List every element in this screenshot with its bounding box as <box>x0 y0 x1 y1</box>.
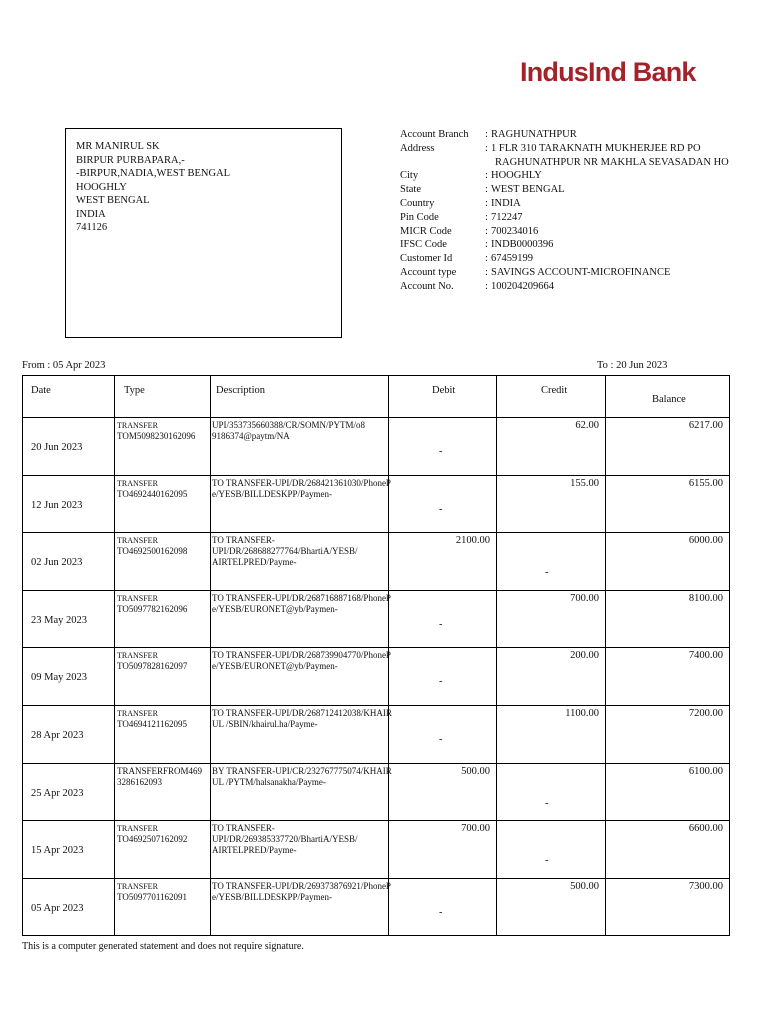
account-detail-row <box>400 266 729 280</box>
txn-date: 02 Jun 2023 <box>31 557 83 569</box>
txn-type <box>117 823 187 845</box>
account-detail-value <box>491 169 542 183</box>
customer-address-line: INDIA <box>76 208 106 220</box>
debit-cell <box>389 591 496 647</box>
txn-type-line: TRANSFER <box>117 421 158 430</box>
txn-debit: - <box>439 906 443 918</box>
customer-address-box <box>65 128 342 338</box>
date-cell <box>23 591 114 647</box>
credit-cell <box>497 533 605 589</box>
txn-type-line: TO5097782162096 <box>117 603 188 614</box>
txn-type-line: TO4692500162098 <box>117 546 188 557</box>
header-debit: Debit <box>432 385 456 396</box>
date-cell <box>23 706 114 762</box>
txn-type-line: TRANSFER <box>117 536 158 546</box>
account-detail-value <box>491 211 523 225</box>
txn-description <box>212 420 365 442</box>
txn-credit: - <box>545 797 549 809</box>
separator: : <box>485 142 488 154</box>
balance-cell <box>606 476 729 532</box>
balance-cell <box>606 879 729 935</box>
header-type: Type <box>124 385 145 396</box>
txn-balance: 8100.00 <box>688 592 723 604</box>
txn-type-line: TO4692507162092 <box>117 834 188 845</box>
account-detail-row <box>400 183 729 197</box>
credit-cell <box>497 764 605 820</box>
date-cell <box>23 648 114 704</box>
table-row <box>23 648 730 706</box>
type-cell <box>115 879 210 935</box>
txn-description <box>212 881 391 903</box>
txn-type <box>117 593 187 615</box>
txn-date: 09 May 2023 <box>31 672 87 684</box>
description-cell <box>211 533 388 589</box>
type-cell <box>115 533 210 589</box>
debit-cell <box>389 706 496 762</box>
txn-description <box>212 535 358 568</box>
table-row <box>23 590 730 648</box>
debit-cell <box>389 476 496 532</box>
credit-cell <box>497 648 605 704</box>
customer-address-line: 741126 <box>76 222 108 233</box>
txn-type-line: TRANSFER <box>117 651 158 661</box>
separator: : <box>485 211 488 223</box>
txn-type-line: TOM5098230162096 <box>117 431 196 441</box>
table-row <box>23 821 730 879</box>
txn-description <box>212 708 392 730</box>
table-header-row <box>23 376 730 418</box>
separator: : <box>485 280 488 292</box>
account-detail-value-line: 700234016 <box>491 225 539 237</box>
txn-credit: 62.00 <box>575 420 599 431</box>
account-detail-row <box>400 197 729 211</box>
txn-debit: - <box>439 446 443 457</box>
txn-balance: 6600.00 <box>688 823 723 835</box>
account-detail-label: Account No. <box>400 280 454 292</box>
txn-credit: 700.00 <box>570 592 599 604</box>
debit-cell <box>389 418 496 474</box>
table-row <box>23 705 730 763</box>
footer-note: This is a computer generated statement and does not require signature. <box>22 941 304 952</box>
account-detail-value <box>491 280 554 294</box>
txn-description-line: TO TRANSFER-UPI/DR/268712412038/KHAIR <box>212 707 392 718</box>
table-row <box>23 533 730 591</box>
txn-description-line: AIRTELPRED/Payme- <box>212 557 297 568</box>
account-detail-value-line: WEST BENGAL <box>491 184 565 196</box>
txn-type <box>117 650 187 672</box>
date-cell <box>23 764 114 820</box>
type-cell <box>115 591 210 647</box>
txn-description-line: e/YESB/BILLDESKPP/Paymen- <box>212 891 333 902</box>
customer-address-line: WEST BENGAL <box>76 195 150 206</box>
txn-date: 12 Jun 2023 <box>31 499 83 511</box>
type-cell <box>115 706 210 762</box>
txn-description <box>212 766 392 788</box>
type-cell <box>115 418 210 474</box>
txn-type-line: TRANSFER <box>117 881 158 891</box>
txn-description-line: 9186374@paytm/NA <box>212 431 290 441</box>
date-cell <box>23 533 114 589</box>
txn-description-line: e/YESB/EURONET@yb/Paymen- <box>212 603 338 614</box>
txn-type-line: TRANSFER <box>117 824 158 834</box>
account-detail-value <box>491 183 565 197</box>
separator: : <box>485 225 488 237</box>
txn-credit: 500.00 <box>570 880 599 892</box>
period-to: To : 20 Jun 2023 <box>597 360 668 371</box>
account-detail-row <box>400 169 729 183</box>
separator: : <box>485 184 488 196</box>
account-detail-value <box>491 252 533 266</box>
type-cell <box>115 476 210 532</box>
account-detail-label: City <box>400 170 419 182</box>
txn-debit: - <box>439 618 443 630</box>
account-detail-row <box>400 225 729 239</box>
account-detail-value <box>491 266 670 280</box>
txn-debit: 2100.00 <box>455 535 490 547</box>
txn-debit: 700.00 <box>461 823 490 835</box>
account-detail-row <box>400 142 729 170</box>
txn-type-line: TO4694121162095 <box>117 718 188 729</box>
account-detail-label: Address <box>400 142 435 154</box>
account-detail-label: MICR Code <box>400 225 452 237</box>
txn-description <box>212 650 391 672</box>
account-detail-row <box>400 252 729 266</box>
txn-type-line: TRANSFER <box>117 478 158 488</box>
header-balance: Balance <box>652 394 686 405</box>
txn-date: 28 Apr 2023 <box>31 729 84 741</box>
txn-description <box>212 593 391 615</box>
account-detail-row <box>400 280 729 294</box>
account-details <box>400 128 729 294</box>
txn-date: 15 Apr 2023 <box>31 845 84 857</box>
account-detail-value <box>491 225 538 239</box>
debit-cell <box>389 533 496 589</box>
account-detail-row <box>400 211 729 225</box>
account-detail-value <box>491 128 577 142</box>
account-detail-row <box>400 238 729 252</box>
account-detail-value <box>491 238 553 252</box>
txn-balance: 6000.00 <box>688 535 723 547</box>
debit-cell <box>389 879 496 935</box>
debit-cell <box>389 821 496 877</box>
txn-type <box>117 420 195 442</box>
txn-type-line: TRANSFERFROM469 <box>117 765 203 776</box>
account-detail-value-line: 67459199 <box>491 253 533 265</box>
separator: : <box>485 129 488 140</box>
txn-description-line: UPI/DR/269385337720/BhartiA/YESB/ <box>212 834 358 845</box>
txn-type <box>117 708 187 730</box>
txn-credit: 200.00 <box>570 650 599 662</box>
txn-type-line: TRANSFER <box>117 708 158 718</box>
account-detail-label: Account Branch <box>400 129 469 140</box>
description-cell <box>211 706 392 762</box>
customer-address-line: MR MANIRUL SK <box>76 141 160 152</box>
txn-balance: 7200.00 <box>688 707 723 719</box>
account-detail-label: Country <box>400 197 435 209</box>
date-cell <box>23 418 114 474</box>
txn-debit: - <box>439 503 443 515</box>
header-credit: Credit <box>541 385 568 396</box>
txn-date: 25 Apr 2023 <box>31 787 84 799</box>
account-detail-value-line: RAGHUNATHPUR NR MAKHLA SEVASADAN HO <box>495 156 729 168</box>
txn-description-line: TO TRANSFER-UPI/DR/269373876921/PhoneP <box>212 880 391 891</box>
table-row <box>23 763 730 821</box>
txn-credit: - <box>545 855 549 867</box>
description-cell <box>211 821 388 877</box>
date-cell <box>23 476 114 532</box>
account-detail-value-line: 100204209664 <box>491 280 554 292</box>
txn-description-line: BY TRANSFER-UPI/CR/232767775074/KHAIR <box>212 765 392 776</box>
txn-description-line: UL /SBIN/khairul.ha/Payme- <box>212 718 318 729</box>
txn-balance: 6155.00 <box>688 477 723 489</box>
txn-debit: - <box>439 676 443 688</box>
header-date: Date <box>31 385 51 396</box>
balance-cell <box>606 533 729 589</box>
header-description: Description <box>216 385 265 396</box>
credit-cell <box>497 418 605 474</box>
txn-description-line: TO TRANSFER-UPI/DR/268716887168/PhoneP <box>212 592 391 603</box>
txn-debit: 500.00 <box>461 765 490 777</box>
table-row <box>23 878 730 936</box>
balance-cell <box>606 591 729 647</box>
balance-cell <box>606 418 729 474</box>
account-detail-row <box>400 128 729 142</box>
account-detail-value <box>491 197 521 211</box>
debit-cell <box>389 648 496 704</box>
txn-description-line: TO TRANSFER-UPI/DR/268739904770/PhoneP <box>212 650 391 661</box>
period-from: From : 05 Apr 2023 <box>22 360 106 371</box>
debit-cell <box>389 764 496 820</box>
account-detail-value <box>491 142 729 170</box>
txn-credit: 1100.00 <box>565 707 599 719</box>
txn-description-line: UL /PYTM/halsanakha/Payme- <box>212 776 326 787</box>
txn-description-line: e/YESB/EURONET@yb/Paymen- <box>212 661 338 672</box>
account-detail-value-line: SAVINGS ACCOUNT-MICROFINANCE <box>491 266 671 278</box>
account-detail-value-line: RAGHUNATHPUR <box>491 129 577 140</box>
txn-description-line: AIRTELPRED/Payme- <box>212 845 297 856</box>
separator: : <box>485 266 488 278</box>
txn-credit: - <box>545 567 549 579</box>
txn-date: 23 May 2023 <box>31 614 87 626</box>
account-detail-value-line: INDB0000396 <box>491 239 554 251</box>
credit-cell <box>497 591 605 647</box>
txn-balance: 6100.00 <box>688 765 723 777</box>
balance-cell <box>606 648 729 704</box>
description-cell <box>211 648 391 704</box>
account-detail-label: State <box>400 184 421 196</box>
txn-description-line: TO TRANSFER- <box>212 535 275 546</box>
txn-type-line: TO5097701162091 <box>117 891 188 902</box>
description-cell <box>211 591 391 647</box>
txn-credit: 155.00 <box>570 477 599 489</box>
bank-logo: IndusInd Bank <box>520 57 696 87</box>
account-detail-label: Account type <box>400 266 457 278</box>
customer-address-line: -BIRPUR,NADIA,WEST BENGAL <box>76 168 231 179</box>
txn-type <box>117 535 187 557</box>
transactions-table <box>22 375 730 936</box>
balance-cell <box>606 821 729 877</box>
txn-type-line: TRANSFER <box>117 593 158 603</box>
account-detail-value-line: 712247 <box>491 211 523 223</box>
date-cell <box>23 821 114 877</box>
credit-cell <box>497 879 605 935</box>
txn-description-line: UPI/DR/268688277764/BhartiA/YESB/ <box>212 546 358 557</box>
balance-cell <box>606 764 729 820</box>
separator: : <box>485 253 488 265</box>
type-cell <box>115 648 210 704</box>
description-cell <box>211 879 391 935</box>
table-row <box>23 475 730 533</box>
txn-description-line: TO TRANSFER-UPI/DR/268421361030/PhoneP <box>212 477 391 488</box>
txn-description-line: e/YESB/BILLDESKPP/Paymen- <box>212 488 333 499</box>
txn-date: 20 Jun 2023 <box>31 442 83 453</box>
account-detail-label: IFSC Code <box>400 239 447 251</box>
txn-type <box>117 766 202 788</box>
description-cell <box>211 764 392 820</box>
txn-balance: 7400.00 <box>688 650 723 662</box>
customer-address-line: HOOGHLY <box>76 181 127 193</box>
description-cell <box>211 418 388 474</box>
txn-type <box>117 478 187 500</box>
txn-description <box>212 478 391 500</box>
txn-description-line: TO TRANSFER- <box>212 823 275 834</box>
txn-date: 05 Apr 2023 <box>31 902 84 914</box>
separator: : <box>485 239 488 251</box>
type-cell <box>115 764 210 820</box>
credit-cell <box>497 821 605 877</box>
credit-cell <box>497 706 605 762</box>
date-cell <box>23 879 114 935</box>
txn-balance: 7300.00 <box>688 880 723 892</box>
txn-description-line: UPI/353735660388/CR/SOMN/PYTM/o8 <box>212 420 366 430</box>
txn-description <box>212 823 358 856</box>
description-cell <box>211 476 391 532</box>
txn-balance: 6217.00 <box>688 420 723 431</box>
txn-type-line: TO5097828162097 <box>117 661 188 672</box>
txn-type <box>117 881 187 903</box>
account-detail-label: Customer Id <box>400 253 453 265</box>
separator: : <box>485 197 488 209</box>
txn-type-line: 3286162093 <box>117 776 162 787</box>
customer-address-line: BIRPUR PURBAPARA,- <box>76 154 185 166</box>
account-detail-label: Pin Code <box>400 211 439 223</box>
separator: : <box>485 170 488 182</box>
account-detail-value-line: INDIA <box>491 197 521 209</box>
txn-type-line: TO4692440162095 <box>117 488 188 499</box>
table-row <box>23 418 730 476</box>
credit-cell <box>497 476 605 532</box>
balance-cell <box>606 706 729 762</box>
txn-debit: - <box>439 733 443 745</box>
type-cell <box>115 821 210 877</box>
account-detail-value-line: 1 FLR 310 TARAKNATH MUKHERJEE RD PO <box>491 142 701 154</box>
account-detail-value-line: HOOGHLY <box>491 170 542 182</box>
